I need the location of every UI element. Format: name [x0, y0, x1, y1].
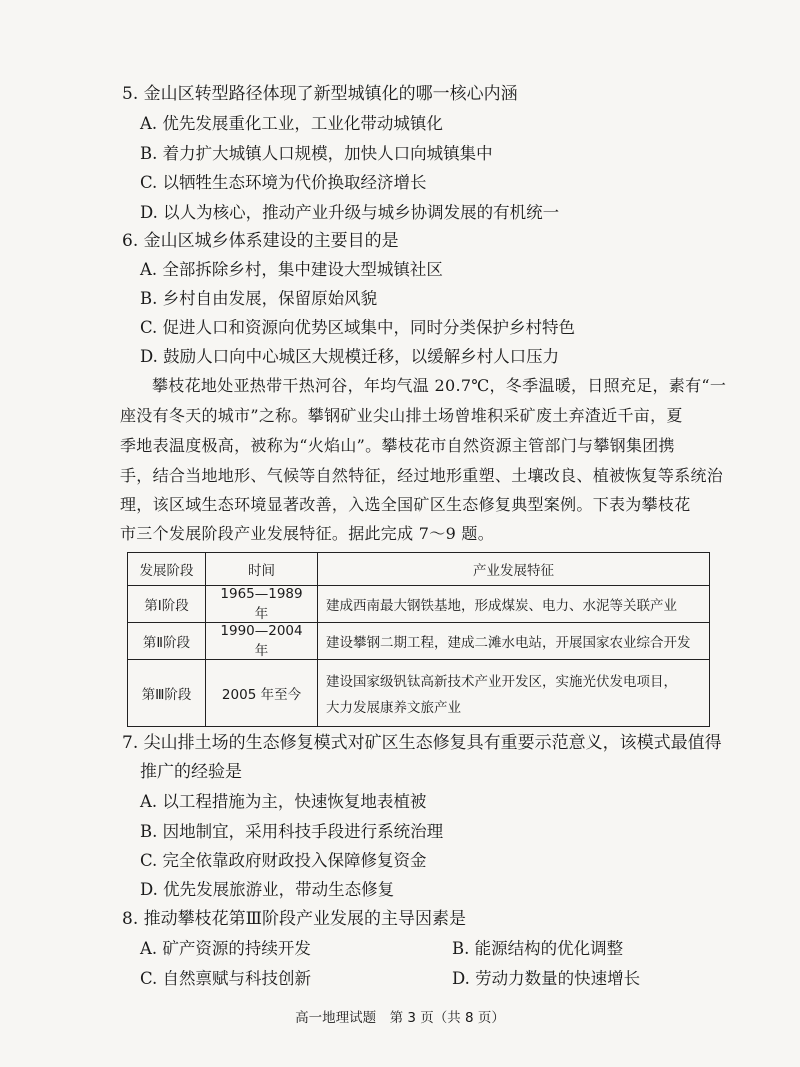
question-7-option-b: B. 因地制宜，采用科技手段进行系统治理 — [140, 822, 444, 841]
question-6-option-b: B. 乡村自由发展，保留原始风貌 — [140, 289, 378, 308]
table-cell-stage: 第Ⅱ阶段 — [128, 623, 206, 660]
table-cell-time: 2005 年至今 — [206, 660, 318, 727]
industry-development-table — [127, 552, 710, 727]
passage-line: 手，结合当地地形、气候等自然特征，经过地形重塑、土壤改良、植被恢复等系统治 — [120, 466, 724, 485]
passage-line: 座没有冬天的城市”之称。攀钢矿业尖山排土场曾堆积采矿废土弃渣近千亩，夏 — [120, 406, 683, 425]
passage-line: 理，该区域生态环境显著改善，入选全国矿区生态修复典型案例。下表为攀枝花 — [120, 495, 691, 514]
question-8-option-c: C. 自然禀赋与科技创新 — [140, 969, 312, 988]
table-header-row — [128, 553, 710, 586]
question-8-option-d: D. 劳动力数量的快速增长 — [452, 969, 641, 988]
question-8-option-a: A. 矿产资源的持续开发 — [140, 939, 311, 958]
question-8-option-b: B. 能源结构的优化调整 — [452, 939, 624, 958]
table-header-feature: 产业发展特征 — [318, 553, 710, 586]
question-6-option-a: A. 全部拆除乡村，集中建设大型城镇社区 — [140, 260, 443, 279]
question-6-option-c: C. 促进人口和资源向优势区域集中，同时分类保护乡村特色 — [140, 318, 576, 337]
question-5-option-d: D. 以人为核心，推动产业升级与城乡协调发展的有机统一 — [140, 203, 560, 222]
question-7-option-a: A. 以工程措施为主，快速恢复地表植被 — [140, 792, 427, 811]
question-7-stem-line2: 推广的经验是 — [140, 762, 242, 782]
page-footer: 高一地理试题 第 3 页（共 8 页） — [295, 1010, 505, 1026]
table-cell-stage: 第Ⅰ阶段 — [128, 586, 206, 623]
question-5-option-b: B. 着力扩大城镇人口规模，加快人口向城镇集中 — [140, 144, 493, 163]
table-header-time: 时间 — [206, 553, 318, 586]
passage-line: 市三个发展阶段产业发展特征。据此完成 7～9 题。 — [120, 524, 495, 543]
table-cell-feature-line: 大力发展康养文旅产业 — [326, 700, 461, 716]
question-7-stem-line1: 7. 尖山排土场的生态修复模式对矿区生态修复具有重要示范意义，该模式最值得 — [122, 733, 722, 753]
table-cell-feature: 建设攀钢二期工程，建成二滩水电站，开展国家农业综合开发 — [318, 623, 710, 660]
passage-line: 季地表温度极高，被称为“火焰山”。攀枝花市自然资源主管部门与攀钢集团携 — [120, 436, 675, 455]
table-row — [128, 660, 710, 727]
table-cell-time: 1965—1989 年 — [206, 586, 318, 623]
table-row — [128, 586, 710, 623]
question-8-stem: 8. 推动攀枝花第Ⅲ阶段产业发展的主导因素是 — [122, 909, 467, 929]
question-5-option-c: C. 以牺牲生态环境为代价换取经济增长 — [140, 173, 427, 192]
question-6-option-d: D. 鼓励人口向中心城区大规模迁移，以缓解乡村人口压力 — [140, 347, 560, 366]
question-5-stem: 5. 金山区转型路径体现了新型城镇化的哪一核心内涵 — [122, 84, 518, 104]
question-7-option-d: D. 优先发展旅游业，带动生态修复 — [140, 880, 395, 899]
table-header-stage: 发展阶段 — [128, 553, 206, 586]
question-7-option-c: C. 完全依靠政府财政投入保障修复资金 — [140, 851, 427, 870]
table-cell-stage: 第Ⅲ阶段 — [128, 660, 206, 727]
table-row — [128, 623, 710, 660]
table-cell-feature — [318, 660, 710, 727]
table-cell-time: 1990—2004 年 — [206, 623, 318, 660]
table-cell-feature: 建成西南最大钢铁基地，形成煤炭、电力、水泥等关联产业 — [318, 586, 710, 623]
passage-line: 攀枝花地处亚热带干热河谷，年均气温 20.7℃，冬季温暖，日照充足，素有“一 — [152, 376, 727, 395]
table-cell-feature-line: 建设国家级钒钛高新技术产业开发区，实施光伏发电项目， — [326, 674, 677, 690]
question-5-option-a: A. 优先发展重化工业，工业化带动城镇化 — [140, 114, 443, 133]
question-6-stem: 6. 金山区城乡体系建设的主要目的是 — [122, 231, 399, 251]
